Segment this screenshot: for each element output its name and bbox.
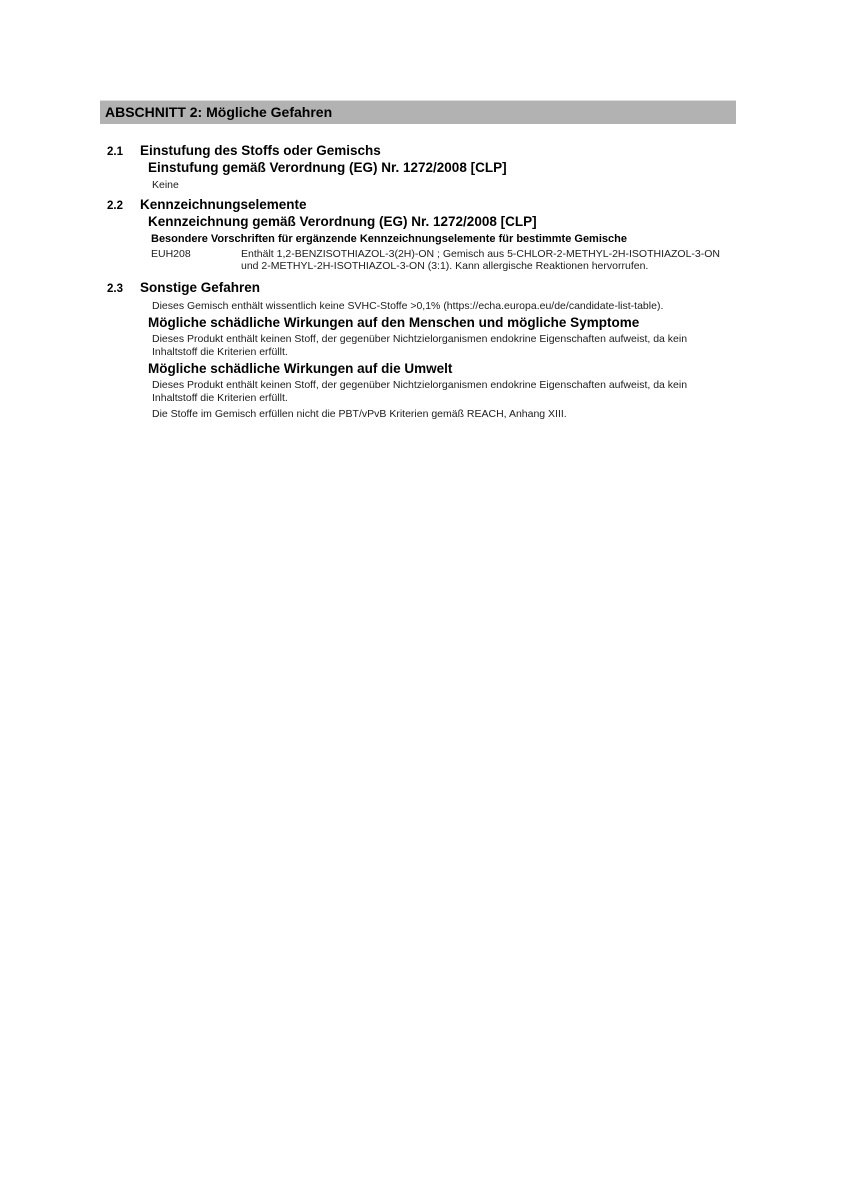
svhc-note: Dieses Gemisch enthält wissentlich keine SVHC-Stoffe >0,1% (https://echa.europa.eu/de/candidate-list-table).	[152, 299, 664, 312]
section-number: 2.1	[107, 146, 123, 158]
section-2-3-content	[140, 280, 736, 421]
euh-statement-row	[151, 248, 736, 273]
section-number: 2.3	[107, 282, 123, 295]
section-2-3	[100, 280, 736, 421]
section-title: Sonstige Gefahren	[140, 279, 261, 295]
clp-classification-subheading: Einstufung gemäß Verordnung (EG) Nr. 1272/2008 [CLP]	[148, 160, 507, 175]
section-2-2	[100, 197, 736, 273]
classification-value: Keine	[152, 179, 179, 191]
environment-effects-heading: Mögliche schädliche Wirkungen auf die Umwelt	[148, 361, 453, 376]
environment-effects-text: Dieses Produkt enthält keinen Stoff, der gegenüber Nichtzielorganismen endokrine Eigenschaften aufweist, da kein Inhaltstoff die Kriterien erfüllt.	[152, 379, 688, 404]
human-effects-heading: Mögliche schädliche Wirkungen auf den Menschen und mögliche Symptome	[148, 315, 640, 330]
section-header-bar: ABSCHNITT 2: Mögliche Gefahren	[100, 100, 736, 124]
section-2-2-content	[140, 197, 736, 273]
section-number: 2.2	[107, 199, 123, 212]
section-title: Einstufung des Stoffs oder Gemischs	[140, 143, 381, 158]
section-2-1-content	[140, 143, 736, 192]
section-2-1	[100, 143, 736, 192]
pbt-note: Die Stoffe im Gemisch erfüllen nicht die PBT/vPvB Kriterien gemäß REACH, Anhang XIII.	[152, 408, 567, 420]
special-provisions-heading: Besondere Vorschriften für ergänzende Kennzeichnungselemente für bestimmte Gemische	[151, 232, 627, 245]
euh-code: EUH208	[151, 247, 191, 260]
clp-labelling-subheading: Kennzeichnung gemäß Verordnung (EG) Nr. 1272/2008 [CLP]	[148, 213, 537, 229]
section-title: Kennzeichnungselemente	[140, 196, 307, 212]
euh-statement-text: Enthält 1,2-BENZISOTHIAZOL-3(2H)-ON ; Gemisch aus 5-CHLOR-2-METHYL-2H-ISOTHIAZOL-3-ON und 2-METHYL-2H-ISOTHIAZOL-3-ON (3:1). Kann allergische Reaktionen hervorrufen.	[241, 247, 721, 272]
document-content	[100, 100, 736, 421]
human-effects-text: Dieses Produkt enthält keinen Stoff, der gegenüber Nichtzielorganismen endokrine Eigenschaften aufweist, da kein Inhaltstoff die Kriterien erfüllt.	[152, 333, 688, 358]
